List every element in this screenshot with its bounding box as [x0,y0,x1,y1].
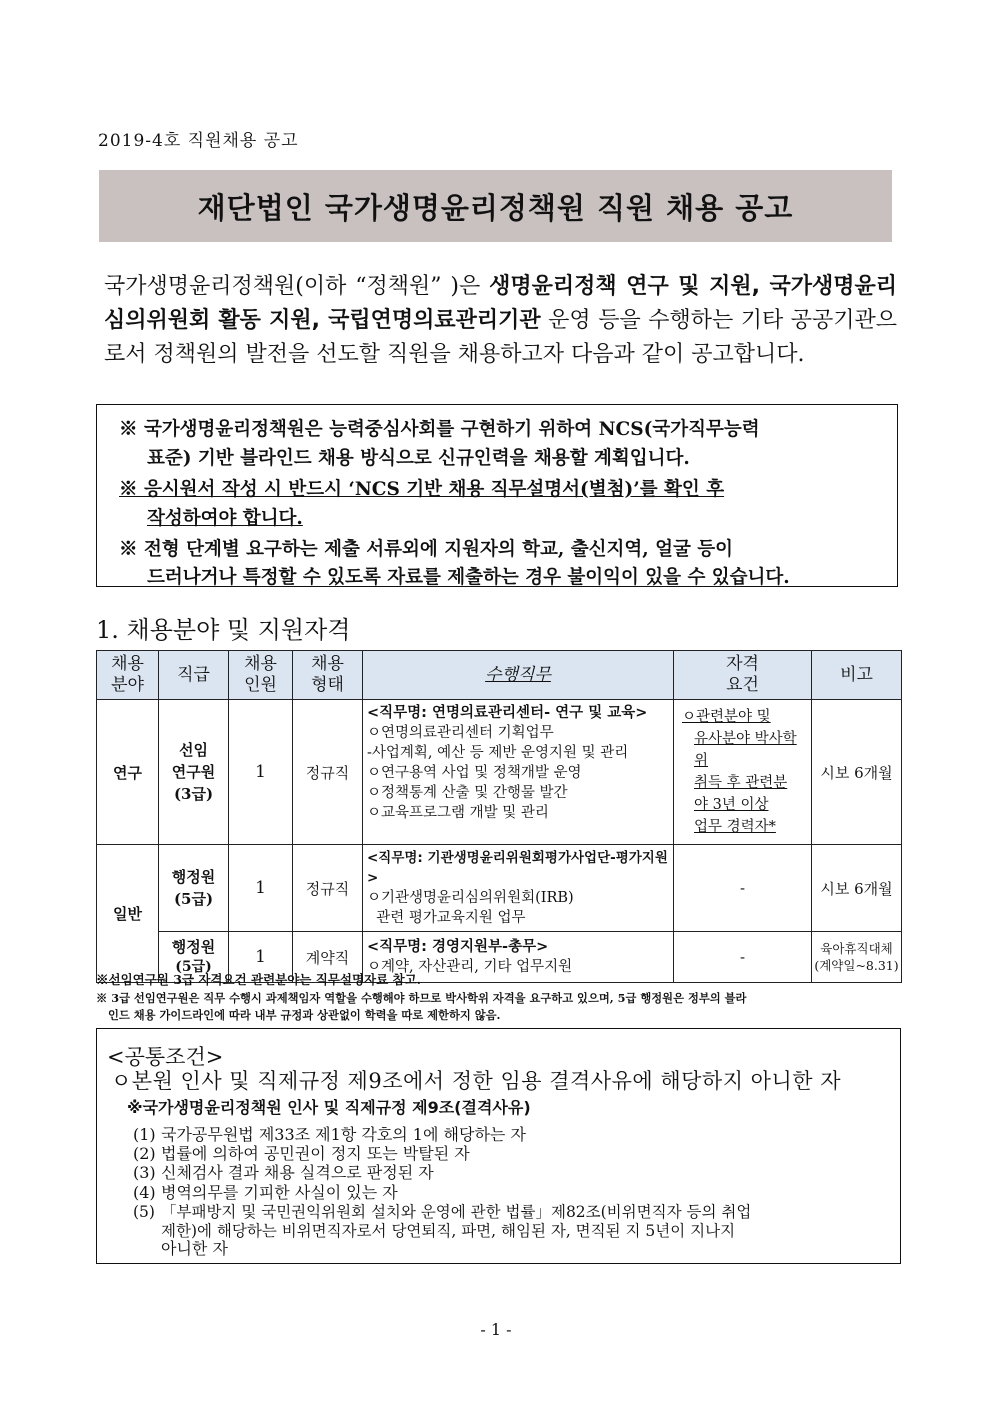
notice-line-6: 드러나거나 특정할 수 있도록 자료를 제출하는 경우 불이익이 있을 수 있습니다. [147,567,790,588]
row1-duty: <직무명: 연명의료관리센터- 연구 및 교육> ㅇ연명의료관리센터 기획업무 -사업계획, 예산 등 제반 운영지원 및 관리 ㅇ연구용역 사업 및 정책개발 운영 ㅇ정책통계 산출 및 간행물 발간 ㅇ교육프로그램 개발 및 관리 [363,700,674,845]
row2-count: 1 [229,845,293,932]
notice-line-5: ※ 전형 단계별 요구하는 제출 서류외에 지원자의 학교, 출신지역, 얼굴 등이 [119,539,734,560]
row2-qualification: - [674,845,812,932]
row2-duty: <직무명: 기관생명윤리위원회평가사업단-평가지원> ㅇ기관생명윤리심의위원회(IRB) 관련 평가교육지원 업무 [363,845,674,932]
row1-field: 연구 [97,700,159,845]
row2-rank: 행정원 (5급) [159,845,229,932]
notice-line-3: ※ 응시원서 작성 시 반드시 ‘NCS 기반 채용 직무설명서(별첨)’를 확인 후 [119,479,725,500]
header-duty: 수행직무 [363,651,674,700]
row3-note: 육아휴직대체 (계약일~8.31) [812,932,902,983]
row3-count: 1 [229,932,293,983]
row1-type: 정규직 [293,700,363,845]
common-subtitle: ※국가생명윤리정책원 인사 및 직제규정 제9조(결격사유) [127,1098,531,1117]
common-condition: ㅇ본원 인사 및 직제규정 제9조에서 정한 임용 결격사유에 해당하지 아니한 자 [111,1069,841,1093]
list-item: (1) 국가공무원법 제33조 제1항 각호의 1에 해당하는 자 [133,1125,526,1144]
header-type: 채용 형태 [293,651,363,700]
table-row [97,700,902,845]
notice-box [96,404,898,587]
notice-line-1: ※ 국가생명윤리정책원은 능력중심사회를 구현하기 위하여 NCS(국가직무능력 [119,419,760,440]
section-heading: 1. 채용분야 및 지원자격 [96,616,351,644]
header-count: 채용 인원 [229,651,293,700]
intro-bold-text: 생명윤리정책 연구 및 지원, 국가생명윤리심의위원회 활동 지원, 국립연명의료관리기관 [104,274,898,333]
notice-line-4: 작성하여야 합니다. [147,508,303,529]
row3-type: 계약직 [293,932,363,983]
row3-rank: 행정원 (5급) [159,932,229,983]
title-banner [99,170,892,242]
row3-qualification: - [674,932,812,983]
row3-duty: <직무명: 경영지원부-총무> ㅇ계약, 자산관리, 기타 업무지원 [363,932,674,983]
list-item: (2) 법률에 의하여 공민권이 정지 또는 박탈된 자 [133,1144,470,1163]
row1-rank: 선임 연구원 (3급) [159,700,229,845]
row2-type: 정규직 [293,845,363,932]
intro-paragraph [104,270,897,372]
intro-text-1: 국가생명윤리정책원(이하 “정책원” )은 [104,274,490,299]
intro-text-2: 운영 등을 수행하는 기타 공공기관으로서 정책원의 발전을 선도할 직원을 채용하고자 다음과 같이 공고합니다. [104,308,897,367]
header-field: 채용 분야 [97,651,159,700]
footnote-1: ※선임연구원 3급 자격요건 관련분야는 직무설명자료 참고. [96,972,422,987]
recruitment-table [96,650,902,983]
list-item-continuation: 아니한 자 [161,1239,228,1258]
header-note: 비고 [812,651,902,700]
row1-count: 1 [229,700,293,845]
page-title: 재단법인 국가생명윤리정책원 직원 채용 공고 [197,190,794,225]
list-item-continuation: 제한)에 해당하는 비위면직자로서 당연퇴직, 파면, 해임된 자, 면직된 지 5년이 지나지 [161,1222,736,1240]
row1-qualification: ㅇ관련분야 및 유사분야 박사학위 취득 후 관련분 야 3년 이상 업무 경력자* [674,700,812,845]
common-title: <공통조건> [107,1045,224,1069]
footnote-2: ※ 3급 선임연구원은 직무 수행시 과제책임자 역할을 수행해야 하므로 박사학위 자격을 요구하고 있으며, 5급 행정원은 정부의 블라 [96,991,747,1005]
list-item: (5) 「부패방지 및 국민권익위원회 설치와 운영에 관한 법률」제82조(비위면직자 등의 취업 [133,1203,752,1221]
notice-line-2: 표준) 기반 블라인드 채용 방식으로 신규인력을 채용할 계획입니다. [147,448,690,469]
common-conditions-box [96,1028,901,1264]
row2-field: 일반 [97,845,159,983]
list-item: (3) 신체검사 결과 채용 실격으로 판정된 자 [133,1163,434,1182]
table-header-row [97,651,902,700]
footnote-3: 인드 채용 가이드라인에 따라 내부 규정과 상관없이 학력을 따로 제한하지 않음. [108,1008,501,1022]
row2-note: 시보 6개월 [812,845,902,932]
announcement-number: 2019-4호 직원채용 공고 [98,131,299,151]
header-rank: 직급 [159,651,229,700]
list-item: (4) 병역의무를 기피한 사실이 있는 자 [133,1183,398,1202]
header-qualification: 자격 요건 [674,651,812,700]
page-number: - 1 - [480,1320,512,1339]
row1-note: 시보 6개월 [812,700,902,845]
table-row [97,845,902,932]
